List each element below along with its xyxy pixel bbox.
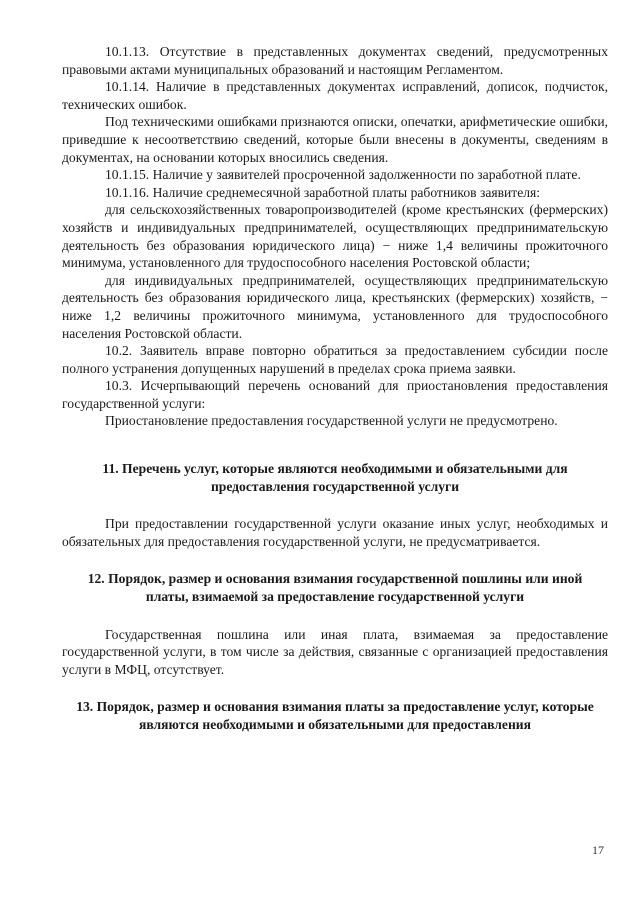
paragraph-suspension: Приостановление предоставления государственной услуги не предусмотрено. xyxy=(105,413,558,429)
paragraph-10-1-14: 10.1.14. Наличие в представленных документах исправлений, дописок, подчисток, технических ошибок. xyxy=(62,79,608,112)
section-13-heading: 13. Порядок, размер и основания взимания платы за предоставление услуг, которые являются необходимыми и обязательными для предоставления xyxy=(76,699,594,732)
section-11-heading: 11. Перечень услуг, которые являются необходимыми и обязательными для предоставления государственной услуги xyxy=(102,461,568,494)
section-11-text: При предоставлении государственной услуги оказание иных услуг, необходимых и обязательных для предоставления государственной услуги, не предусматривается. xyxy=(62,516,608,549)
paragraph-technical-errors: Под техническими ошибками признаются описки, опечатки, арифметические ошибки, приведшие к несоответствию сведений, которые были внесены в документы, сведениям в документах, на основании которых вносились сведения. xyxy=(62,114,608,165)
spacer xyxy=(62,550,608,570)
spacer xyxy=(62,678,608,698)
spacer xyxy=(62,606,608,626)
page-number: 17 xyxy=(592,843,604,857)
paragraph-10-2: 10.2. Заявитель вправе повторно обратиться за предоставлением субсидии после полного устранения допущенных нарушений в пределах срока приема заявки. xyxy=(62,343,608,376)
paragraph-10-3: 10.3. Исчерпывающий перечень оснований для приостановления предоставления государственной услуги: xyxy=(62,378,608,411)
page-content xyxy=(62,43,608,734)
paragraph-10-1-13: 10.1.13. Отсутствие в представленных документах сведений, предусмотренных правовыми актами муниципальных образований и настоящим Регламентом. xyxy=(62,44,608,77)
section-12-heading: 12. Порядок, размер и основания взимания государственной пошлины или иной платы, взимаемой за предоставление государственной услуги xyxy=(87,571,583,605)
section-12-text: Государственная пошлина или иная плата, взимаемая за предоставление государственной услуги, в том числе за действия, связанные с организацией предоставления услуги в МФЦ, отсутствует. xyxy=(62,626,608,677)
paragraph-10-1-15: 10.1.15. Наличие у заявителей просроченной задолженности по заработной плате. xyxy=(105,167,581,183)
paragraph-individual-entrepreneurs: для индивидуальных предпринимателей, осуществляющих предпринимательскую деятельность без образования юридического лица, крестьянских (фермерских) хозяйств, − ниже 1,2 величины прожиточного минимума, установленного для трудоспособного населения Ростовской области. xyxy=(62,272,608,341)
spacer xyxy=(62,430,608,460)
paragraph-10-1-16: 10.1.16. Наличие среднемесячной заработной платы работников заявителя: xyxy=(105,184,541,200)
spacer xyxy=(62,495,608,515)
paragraph-agri-producers: для сельскохозяйственных товаропроизводителей (кроме крестьянских (фермерских) хозяйств и индивидуальных предпринимателей, осуществляющих предпринимательскую деятельность без образования юридического лица) − ниже 1,4 величины прожиточного минимума, установленного для трудоспособного населения Ростовской области; xyxy=(62,202,608,271)
